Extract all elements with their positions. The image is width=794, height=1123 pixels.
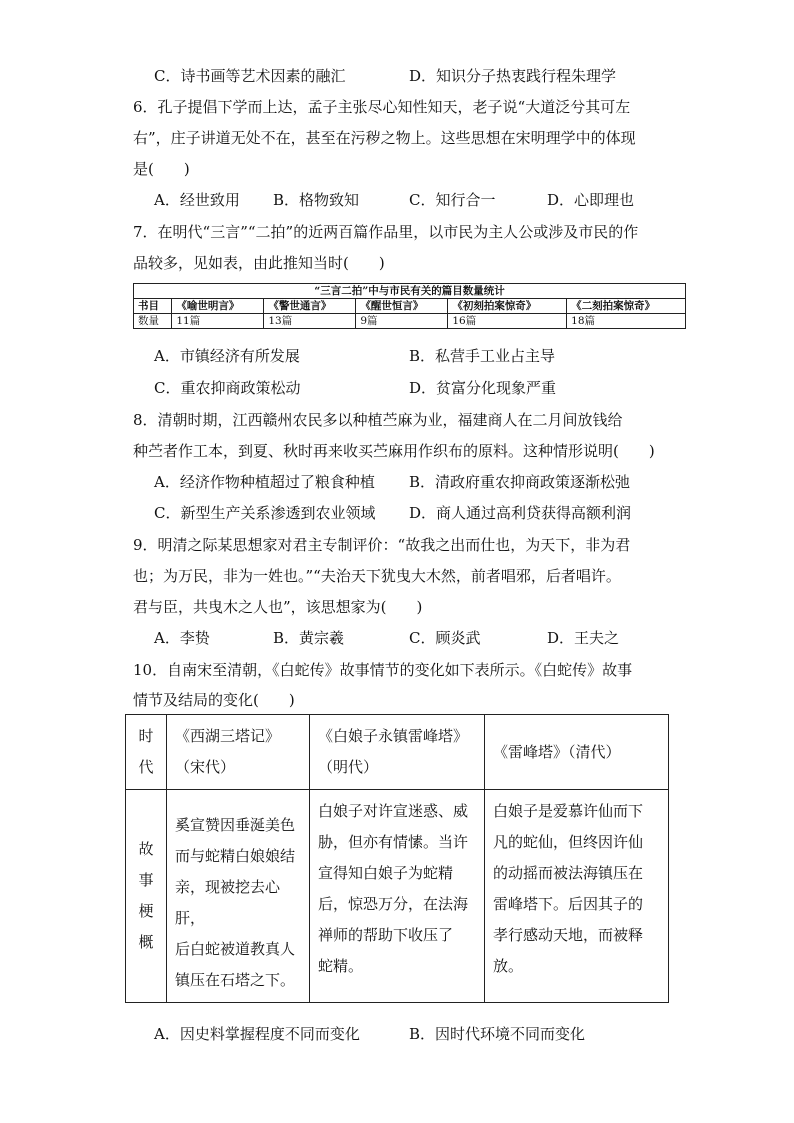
q8-option-b[interactable]: B．清政府重农抑商政策逐渐松弛 — [409, 473, 631, 491]
q9-stem-line-1: 9．明清之际某思想家对君主专制评价：“故我之出而仕也，为天下，非为君 — [133, 536, 631, 554]
q10-col1-head: 《西湖三塔记》 （宋代） — [167, 715, 310, 790]
q7-statistics-table — [133, 283, 686, 329]
q10-story-label: 故 事 梗 概 — [126, 790, 167, 1003]
q8-stem-line-1: 8．清朝时期，江西赣州农民多以种植苎麻为业，福建商人在二月间放钱给 — [133, 411, 623, 429]
q7-table-header-cell: 《喻世明言》 — [172, 299, 264, 314]
q10-col2-body: 白娘子对许宣迷惑、威 胁，但亦有情愫。当许 宣得知白娘子为蛇精 后，惊恐万分，在法海 禅师的帮助下收压了 蛇精。 — [310, 790, 485, 1003]
q7-option-c[interactable]: C．重农抑商政策松动 — [154, 379, 301, 397]
q7-option-a[interactable]: A．市镇经济有所发展 — [154, 347, 300, 365]
q9-option-b[interactable]: B．黄宗羲 — [273, 629, 345, 647]
q7-table-header-cell: 《二刻拍案惊奇》 — [567, 299, 686, 314]
q7-table-cell: 数量 — [134, 314, 172, 329]
q10-stem-line-1: 10．自南宋至清朝，《白蛇传》故事情节的变化如下表所示。《白蛇传》故事 — [133, 661, 633, 679]
q5-option-c[interactable]: C．诗书画等艺术因素的融汇 — [154, 67, 346, 85]
q8-option-d[interactable]: D．商人通过高利贷获得高额利润 — [409, 504, 632, 522]
q7-table-cell: 13篇 — [264, 314, 356, 329]
q10-era-label: 时 代 — [126, 715, 167, 790]
q7-table-cell: 11篇 — [172, 314, 264, 329]
q7-option-d[interactable]: D．贫富分化现象严重 — [409, 379, 557, 397]
q6-option-b[interactable]: B．格物致知 — [273, 191, 360, 209]
q7-stem-line-1: 7．在明代“三言”“二拍”的近两百篇作品里，以市民为主人公或涉及市民的作 — [133, 223, 639, 241]
q8-stem-line-2: 种苎者作工本，到夏、秋时再来收买苎麻用作织布的原料。这种情形说明( ) — [133, 442, 655, 460]
q8-option-c[interactable]: C．新型生产关系渗透到农业领域 — [154, 504, 376, 522]
q9-stem-line-3: 君与臣，共曳木之人也”，该思想家为( ) — [133, 598, 423, 616]
q10-col3-head: 《雷峰塔》（清代） — [485, 715, 669, 790]
q7-table-cell: 9篇 — [356, 314, 448, 329]
q6-option-a[interactable]: A．经世致用 — [154, 191, 240, 209]
q6-option-d[interactable]: D．心即理也 — [547, 191, 635, 209]
q7-table-header-cell: 《初刻拍案惊奇》 — [448, 299, 567, 314]
q9-stem-line-2: 也；为万民，非为一姓也。”“夫治天下犹曳大木然，前者唱邪，后者唱许。 — [133, 567, 621, 585]
q10-stem-line-2: 情节及结局的变化( ) — [133, 691, 295, 709]
q10-option-a[interactable]: A．因史料掌握程度不同而变化 — [154, 1025, 360, 1043]
q5-option-d[interactable]: D．知识分子热衷践行程朱理学 — [409, 67, 617, 85]
q8-option-a[interactable]: A．经济作物种植超过了粮食种植 — [154, 473, 375, 491]
q7-option-b[interactable]: B．私营手工业占主导 — [409, 347, 556, 365]
q9-option-c[interactable]: C．顾炎武 — [409, 629, 481, 647]
q7-stem-line-2: 品较多，见如表，由此推知当时( ) — [133, 254, 385, 272]
q10-col3-body: 白娘子是爱慕许仙而下 凡的蛇仙，但终因许仙 的动摇而被法海镇压在 雷峰塔下。后因其子的 孝行感动天地，而被释 放。 — [485, 790, 669, 1003]
q10-option-b[interactable]: B．因时代环境不同而变化 — [409, 1025, 586, 1043]
q6-stem-line-2: 右”，庄子讲道无处不在，甚至在污秽之物上。这些思想在宋明理学中的体现 — [133, 129, 636, 147]
q7-table-cell: 18篇 — [567, 314, 686, 329]
q7-table-title: “三言二拍”中与市民有关的篇目数量统计 — [134, 284, 686, 299]
q6-stem-line-3: 是( ) — [133, 160, 190, 178]
q7-table-header-cell: 书目 — [134, 299, 172, 314]
q10-col1-body: 奚宣赞因垂涎美色 而与蛇精白娘娘结 亲，现被挖去心肝， 后白蛇被道教真人 镇压在石塔之下。 — [167, 790, 310, 1003]
q10-story-table — [125, 714, 669, 1003]
q7-table-header-cell: 《醒世恒言》 — [356, 299, 448, 314]
q9-option-d[interactable]: D．王夫之 — [547, 629, 620, 647]
q6-option-c[interactable]: C．知行合一 — [409, 191, 496, 209]
q7-table-header-cell: 《警世通言》 — [264, 299, 356, 314]
q7-table-cell: 16篇 — [448, 314, 567, 329]
q10-col2-head: 《白娘子永镇雷峰塔》 （明代） — [310, 715, 485, 790]
q6-stem-line-1: 6．孔子提倡下学而上达，孟子主张尽心知性知天，老子说“大道泛兮其可左 — [133, 98, 631, 116]
q9-option-a[interactable]: A．李贽 — [154, 629, 210, 647]
